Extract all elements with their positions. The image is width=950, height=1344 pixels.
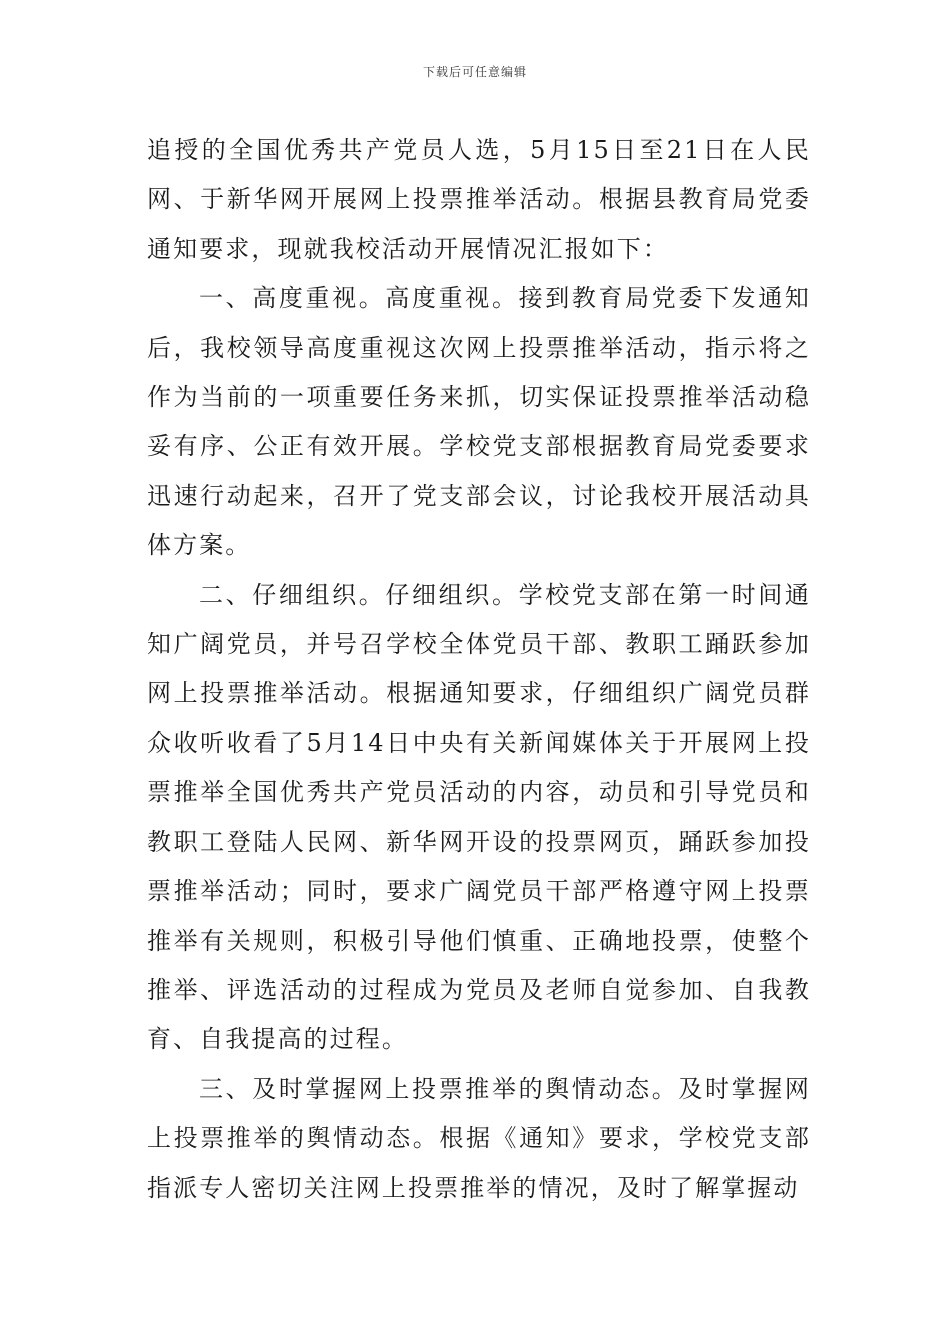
paragraph-section-2: 二、仔细组织。仔细组织。学校党支部在第一时间通知广阔党员，并号召学校全体党员干部、教职工踊跃参加网上投票推举活动。根据通知要求，仔细组织广阔党员群众收听收看了5月14日中央有关新闻媒体关于开展网上投票推举全国优秀共产党员活动的内容，动员和引导党员和教职工登陆人民网、新华网开设的投票网页，踊跃参加投票推举活动；同时，要求广阔党员干部严格遵守网上投票推举有关规则，积极引导他们慎重、正确地投票，使整个推举、评选活动的过程成为党员及老师自觉参加、自我教育、自我提高的过程。 [147, 580, 811, 1054]
paragraph-section-3: 三、及时掌握网上投票推举的舆情动态。及时掌握网上投票推举的舆情动态。根据《通知》要求，学校党支部指派专人密切关注网上投票推举的情况，及时了解掌握动 [147, 1074, 811, 1202]
paragraph-section-1: 一、高度重视。高度重视。接到教育局党委下发通知后，我校领导高度重视这次网上投票推举活动，指示将之作为当前的一项重要任务来抓，切实保证投票推举活动稳妥有序、公正有效开展。学校党支部根据教育局党委要求迅速行动起来，召开了党支部会议，讨论我校开展活动具体方案。 [147, 284, 811, 560]
paragraph-continuation: 追授的全国优秀共产党员人选，5月15日至21日在人民网、于新华网开展网上投票推举活动。根据县教育局党委通知要求，现就我校活动开展情况汇报如下： [147, 136, 811, 263]
document-body [147, 126, 811, 1213]
page-header-note: 下载后可任意编辑 [422, 65, 527, 79]
